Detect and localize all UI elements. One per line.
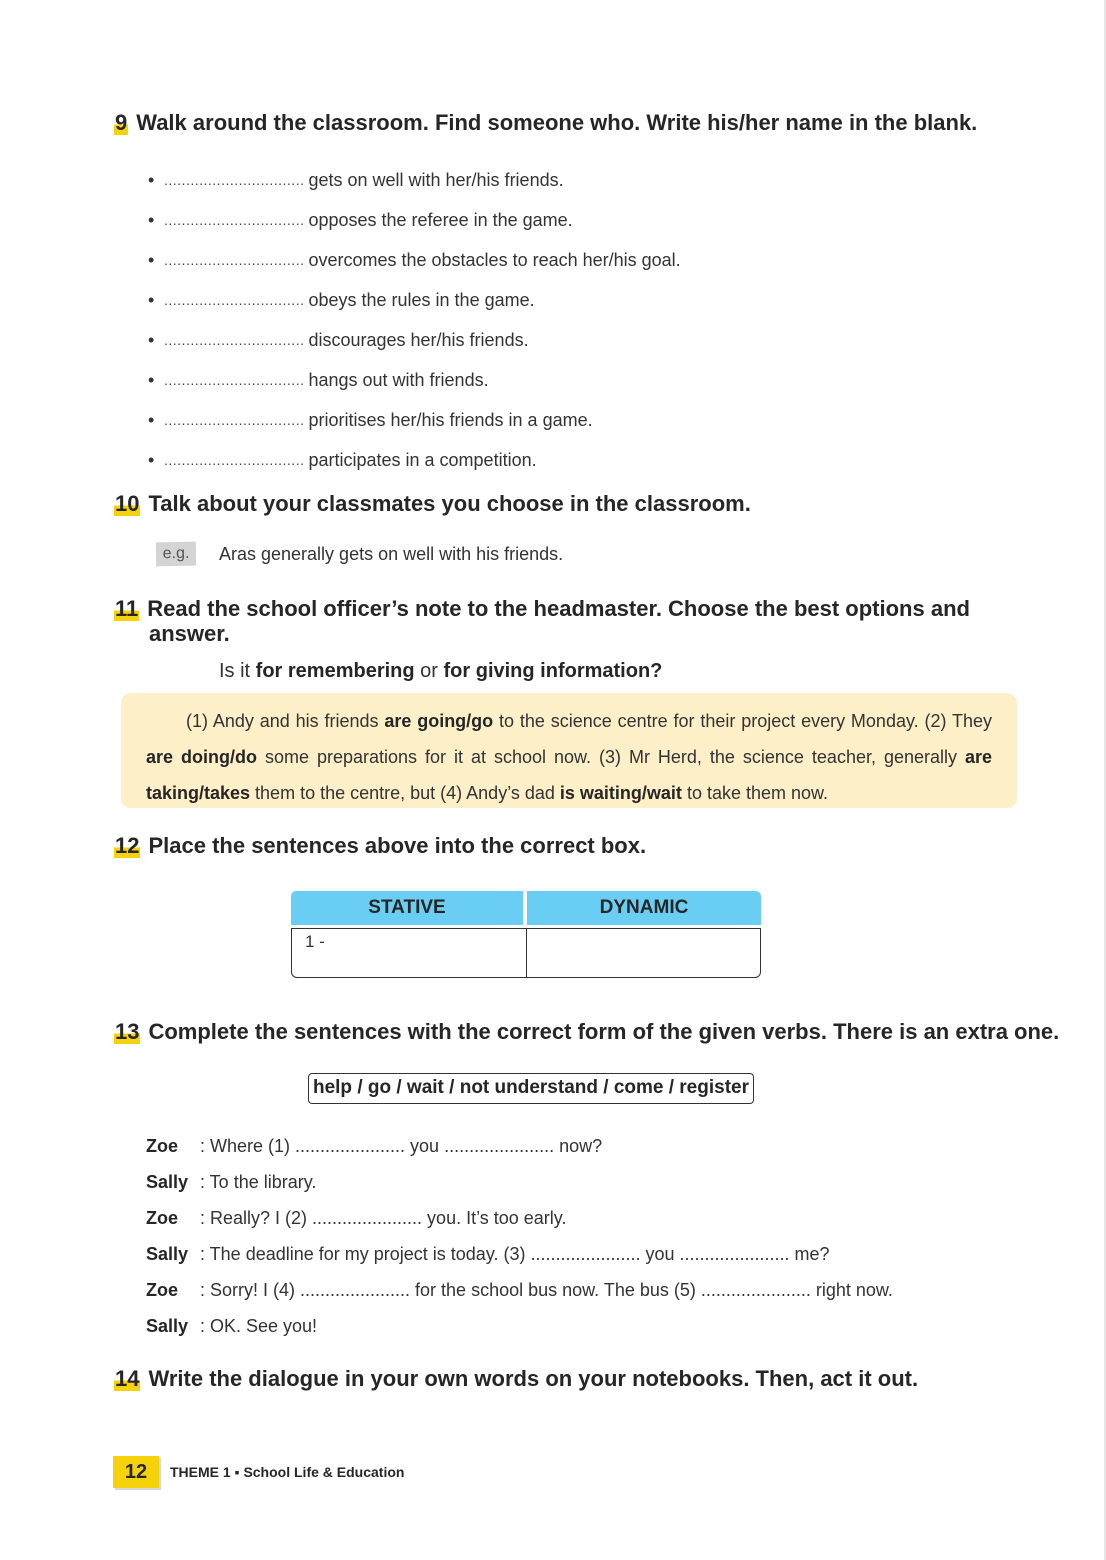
- blank-line: ................................: [164, 452, 305, 468]
- note-text: (1) Andy and his friends: [186, 711, 385, 731]
- exercise-title-continuation: answer.: [149, 621, 230, 646]
- list-item: [148, 440, 681, 480]
- dialogue-text: : Really? I (2) ...................... you. It’s too early.: [200, 1208, 567, 1228]
- officer-note-box: [121, 693, 1017, 808]
- note-text: to the science centre for their project every Monday. (2) They: [493, 711, 993, 731]
- table-body: [291, 928, 761, 978]
- theme-label: THEME 1: [170, 1464, 231, 1480]
- list-item: [148, 240, 681, 280]
- exercise-number: 11: [115, 596, 139, 621]
- verb-choice: are doing/do: [146, 747, 257, 767]
- item-text: obeys the rules in the game.: [308, 290, 535, 310]
- bullet-icon: •: [148, 410, 155, 430]
- exercise-14-heading: [114, 1367, 918, 1391]
- blank-line: ................................: [164, 212, 305, 228]
- exercise-title: Place the sentences above into the correct box.: [148, 833, 647, 858]
- list-item: [148, 360, 681, 400]
- question-text: Is it: [219, 660, 256, 682]
- exercise-title: Walk around the classroom. Find someone who. Write his/her name in the blank.: [136, 110, 978, 135]
- verb-choice: is waiting/wait: [559, 783, 682, 803]
- dialogue-text: : To the library.: [200, 1172, 317, 1192]
- note-text: to take them now.: [681, 783, 829, 803]
- separator-icon: ▪: [234, 1464, 240, 1480]
- list-item: [148, 160, 681, 200]
- exercise-9-heading: [114, 111, 977, 135]
- dialogue-text: : OK. See you!: [200, 1316, 318, 1336]
- table-header-stative: STATIVE: [291, 891, 523, 925]
- dialogue-text: : The deadline for my project is today. (3) ...................... you ...................... me?: [200, 1244, 830, 1264]
- question-option: for giving information?: [443, 660, 663, 682]
- speaker-name: Sally: [146, 1244, 189, 1264]
- example-badge: e.g.: [156, 542, 196, 567]
- question-option: for remembering: [255, 660, 415, 682]
- dialogue-line: [146, 1240, 893, 1276]
- list-item: [148, 200, 681, 240]
- list-item: [148, 320, 681, 360]
- table-header-dynamic: DYNAMIC: [527, 891, 761, 925]
- verb-choice: are taking/takes: [146, 747, 992, 803]
- dialogue: [146, 1132, 893, 1348]
- exercise-10-heading: [114, 492, 751, 516]
- question-text: or: [414, 660, 444, 682]
- item-text: participates in a competition.: [308, 450, 537, 470]
- dialogue-line: [146, 1204, 893, 1240]
- blank-line: ................................: [164, 172, 305, 188]
- item-text: discourages her/his friends.: [308, 330, 529, 350]
- speaker-name: Sally: [146, 1172, 189, 1192]
- exercise-title: Talk about your classmates you choose in the classroom.: [148, 491, 751, 516]
- speaker-name: Zoe: [146, 1280, 179, 1300]
- speaker-name: Zoe: [146, 1136, 179, 1156]
- bullet-icon: •: [148, 290, 155, 310]
- bullet-icon: •: [148, 330, 155, 350]
- footer-theme: [170, 1462, 404, 1482]
- item-text: hangs out with friends.: [308, 370, 489, 390]
- column-divider: [526, 929, 527, 977]
- blank-line: ................................: [164, 412, 305, 428]
- exercise-13-heading: [114, 1020, 1059, 1044]
- note-text: them to the centre, but (4) Andy’s dad: [250, 783, 560, 803]
- blank-line: ................................: [164, 292, 305, 308]
- exercise-number: 13: [115, 1019, 140, 1044]
- exercise-12-heading: [114, 834, 646, 858]
- table-cell-stative: 1 -: [305, 932, 325, 951]
- dialogue-line: [146, 1168, 893, 1204]
- dialogue-text: : Where (1) ...................... you ...................... now?: [200, 1136, 603, 1156]
- exercise-number: 14: [115, 1366, 140, 1391]
- page-number: 12: [113, 1456, 159, 1488]
- exercise-title: Write the dialogue in your own words on your notebooks. Then, act it out.: [148, 1366, 919, 1391]
- example-sentence: Aras generally gets on well with his friends.: [219, 544, 564, 564]
- stative-dynamic-table: [291, 891, 761, 977]
- list-item: [148, 400, 681, 440]
- exercise-11-question: [219, 658, 662, 684]
- item-text: prioritises her/his friends in a game.: [308, 410, 593, 430]
- exercise-number: 10: [115, 491, 140, 516]
- bullet-icon: •: [148, 250, 155, 270]
- list-item: [148, 280, 681, 320]
- blank-line: ................................: [164, 252, 305, 268]
- dialogue-line: [146, 1276, 893, 1312]
- bullet-icon: •: [148, 370, 155, 390]
- exercise-number: 12: [115, 833, 140, 858]
- bullet-icon: •: [148, 210, 155, 230]
- section-label: School Life & Education: [243, 1464, 405, 1480]
- exercise-title: Complete the sentences with the correct form of the given verbs. There is an extra one.: [148, 1019, 1060, 1044]
- item-text: overcomes the obstacles to reach her/his goal.: [308, 250, 681, 270]
- note-text: some preparations for it at school now. (3) Mr Herd, the science teacher, generally: [256, 747, 965, 767]
- bullet-icon: •: [148, 170, 155, 190]
- item-text: gets on well with her/his friends.: [308, 170, 564, 190]
- exercise-9-list: [148, 160, 681, 480]
- verb-choice: are going/go: [384, 711, 494, 731]
- exercise-11-heading: [114, 597, 970, 621]
- bullet-icon: •: [148, 450, 155, 470]
- dialogue-text: : Sorry! I (4) ...................... for the school bus now. The bus (5) ...................... right now.: [200, 1280, 893, 1300]
- blank-line: ................................: [164, 372, 305, 388]
- item-text: opposes the referee in the game.: [308, 210, 573, 230]
- dialogue-line: [146, 1312, 893, 1348]
- speaker-name: Sally: [146, 1316, 189, 1336]
- speaker-name: Zoe: [146, 1208, 179, 1228]
- blank-line: ................................: [164, 332, 305, 348]
- exercise-number: 9: [115, 110, 128, 135]
- verb-bank: help / go / wait / not understand / come / register: [308, 1073, 754, 1104]
- exercise-title: Read the school officer’s note to the headmaster. Choose the best options and: [147, 596, 970, 621]
- dialogue-line: [146, 1132, 893, 1168]
